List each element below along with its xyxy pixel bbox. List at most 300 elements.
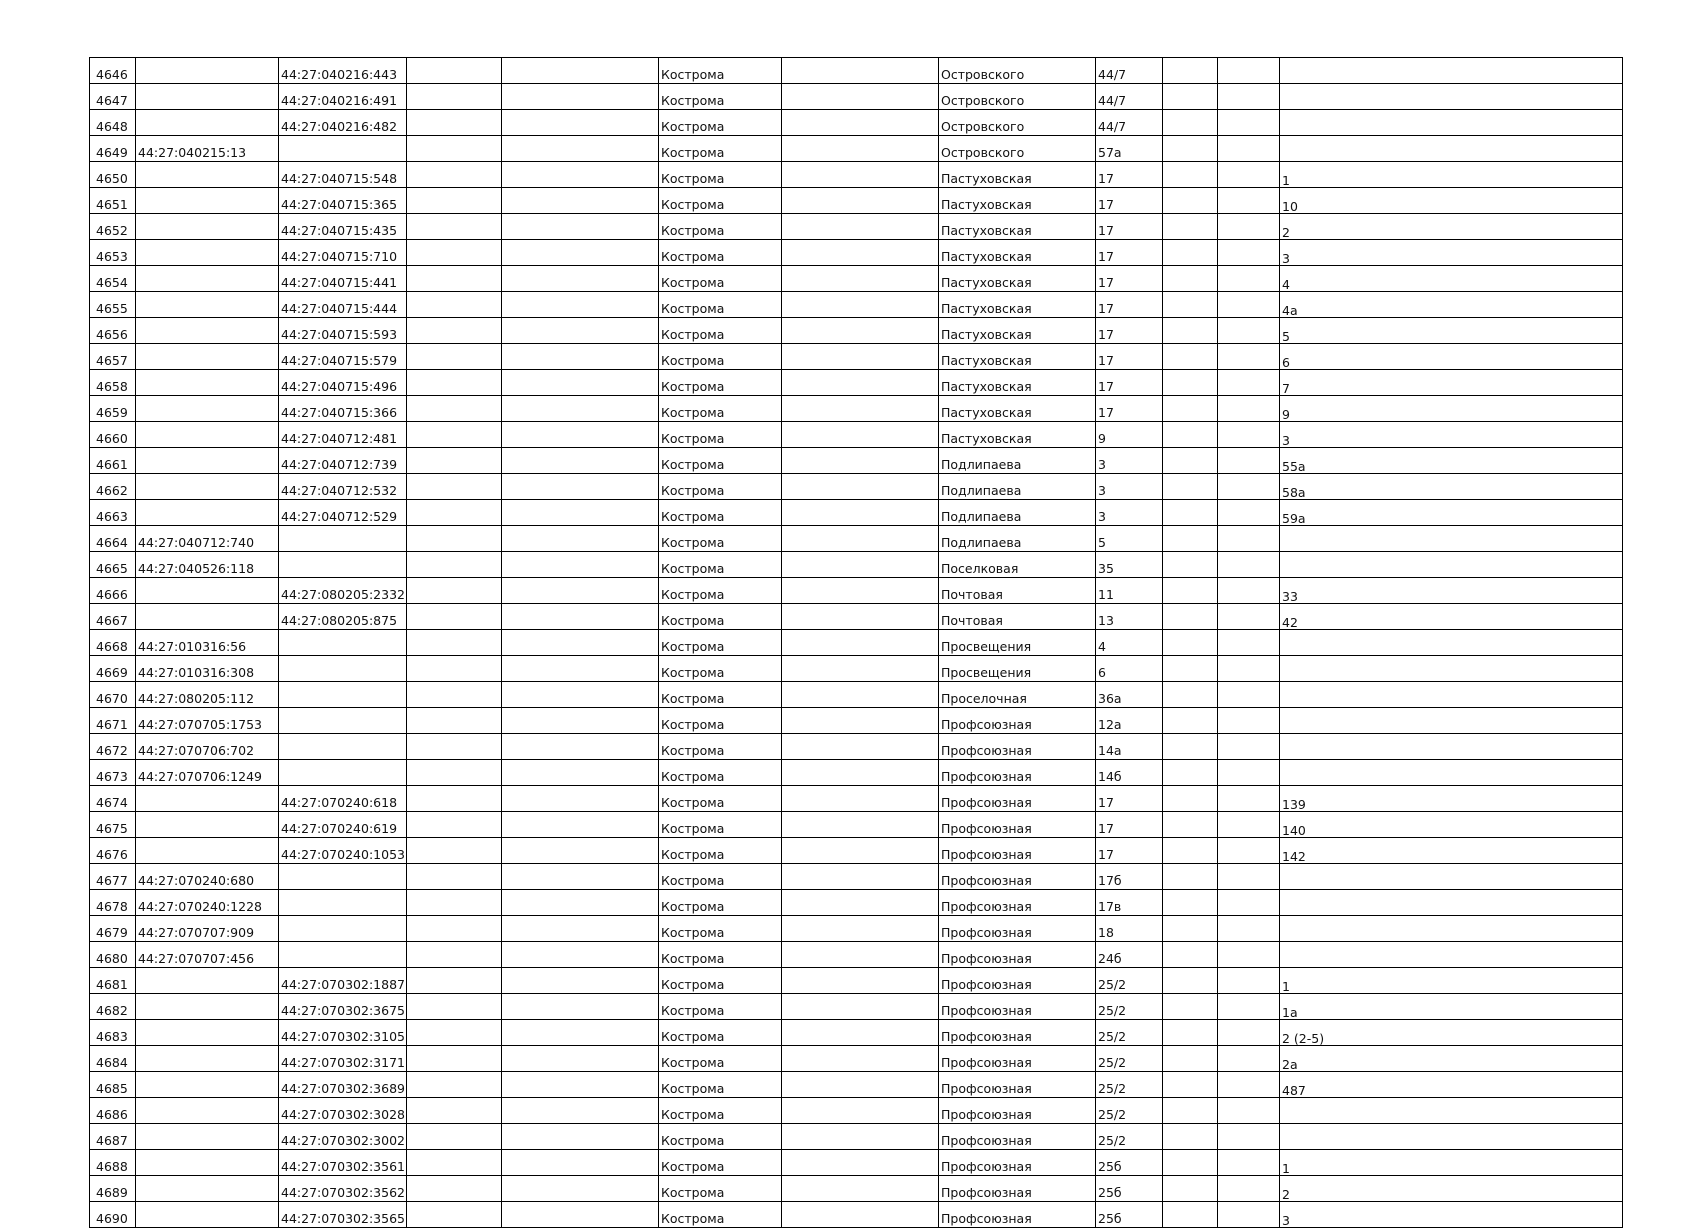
blank-cell-e (1218, 890, 1280, 916)
table-row (90, 1124, 1623, 1150)
cadastral-land-cell (136, 84, 279, 110)
blank-cell-d (1163, 162, 1218, 188)
cadastral-premises-cell: 44:27:040216:491 (279, 84, 407, 110)
blank-cell-e (1218, 162, 1280, 188)
city-cell: Кострома (659, 890, 782, 916)
cadastral-premises-cell (279, 760, 407, 786)
blank-cell-b (502, 422, 659, 448)
blank-cell-c (782, 266, 939, 292)
row-number-cell: 4653 (90, 240, 136, 266)
blank-cell-e (1218, 84, 1280, 110)
cadastral-land-cell (136, 292, 279, 318)
blank-cell-c (782, 1072, 939, 1098)
blank-cell-a (407, 734, 502, 760)
blank-cell-d (1163, 786, 1218, 812)
blank-cell-d (1163, 682, 1218, 708)
table-row (90, 786, 1623, 812)
blank-cell-e (1218, 370, 1280, 396)
blank-cell-b (502, 474, 659, 500)
house-cell: 3 (1096, 474, 1163, 500)
table-row (90, 838, 1623, 864)
blank-cell-e (1218, 474, 1280, 500)
row-number-cell: 4678 (90, 890, 136, 916)
cadastral-land-cell: 44:27:040526:118 (136, 552, 279, 578)
blank-cell-a (407, 916, 502, 942)
blank-cell-a (407, 84, 502, 110)
cadastral-land-cell (136, 1150, 279, 1176)
blank-cell-c (782, 734, 939, 760)
blank-cell-d (1163, 1020, 1218, 1046)
street-cell: Профсоюзная (939, 1046, 1096, 1072)
blank-cell-c (782, 812, 939, 838)
table-row (90, 84, 1623, 110)
house-cell: 25/2 (1096, 1124, 1163, 1150)
blank-cell-b (502, 916, 659, 942)
table-row (90, 1046, 1623, 1072)
table-row (90, 110, 1623, 136)
house-cell: 17 (1096, 786, 1163, 812)
cadastral-premises-cell: 44:27:040715:444 (279, 292, 407, 318)
blank-cell-a (407, 1098, 502, 1124)
blank-cell-c (782, 682, 939, 708)
street-cell: Островского (939, 110, 1096, 136)
row-number-cell: 4668 (90, 630, 136, 656)
blank-cell-d (1163, 240, 1218, 266)
blank-cell-a (407, 58, 502, 84)
cadastral-land-cell (136, 578, 279, 604)
blank-cell-a (407, 1046, 502, 1072)
blank-cell-e (1218, 578, 1280, 604)
house-cell: 9 (1096, 422, 1163, 448)
row-number-cell: 4674 (90, 786, 136, 812)
street-cell: Просвещения (939, 630, 1096, 656)
city-cell: Кострома (659, 1098, 782, 1124)
cadastral-premises-cell (279, 526, 407, 552)
cadastral-premises-cell: 44:27:070302:3675 (279, 994, 407, 1020)
apartment-cell: 3 (1280, 240, 1623, 266)
house-cell: 17 (1096, 266, 1163, 292)
blank-cell-c (782, 942, 939, 968)
blank-cell-a (407, 1202, 502, 1228)
blank-cell-d (1163, 188, 1218, 214)
house-cell: 17 (1096, 344, 1163, 370)
apartment-cell: 33 (1280, 578, 1623, 604)
row-number-cell: 4683 (90, 1020, 136, 1046)
blank-cell-e (1218, 1176, 1280, 1202)
blank-cell-c (782, 500, 939, 526)
blank-cell-e (1218, 422, 1280, 448)
blank-cell-b (502, 1072, 659, 1098)
street-cell: Просвещения (939, 656, 1096, 682)
street-cell: Профсоюзная (939, 1202, 1096, 1228)
city-cell: Кострома (659, 110, 782, 136)
table-row (90, 578, 1623, 604)
apartment-cell: 3 (1280, 422, 1623, 448)
blank-cell-b (502, 864, 659, 890)
row-number-cell: 4669 (90, 656, 136, 682)
blank-cell-b (502, 734, 659, 760)
blank-cell-e (1218, 1046, 1280, 1072)
cadastral-premises-cell (279, 916, 407, 942)
blank-cell-e (1218, 812, 1280, 838)
blank-cell-b (502, 58, 659, 84)
blank-cell-c (782, 760, 939, 786)
blank-cell-b (502, 1046, 659, 1072)
blank-cell-e (1218, 240, 1280, 266)
cadastral-premises-cell: 44:27:080205:2332 (279, 578, 407, 604)
blank-cell-e (1218, 760, 1280, 786)
cadastral-premises-cell (279, 708, 407, 734)
blank-cell-c (782, 630, 939, 656)
cadastral-land-cell (136, 812, 279, 838)
cadastral-premises-cell (279, 942, 407, 968)
cadastral-premises-cell: 44:27:040715:435 (279, 214, 407, 240)
blank-cell-a (407, 474, 502, 500)
house-cell: 25б (1096, 1150, 1163, 1176)
blank-cell-a (407, 682, 502, 708)
blank-cell-e (1218, 864, 1280, 890)
blank-cell-d (1163, 656, 1218, 682)
row-number-cell: 4671 (90, 708, 136, 734)
house-cell: 4 (1096, 630, 1163, 656)
house-cell: 57а (1096, 136, 1163, 162)
blank-cell-c (782, 526, 939, 552)
city-cell: Кострома (659, 812, 782, 838)
city-cell: Кострома (659, 630, 782, 656)
blank-cell-b (502, 162, 659, 188)
apartment-cell: 2 (1280, 1176, 1623, 1202)
city-cell: Кострома (659, 942, 782, 968)
cadastral-premises-cell (279, 656, 407, 682)
blank-cell-d (1163, 370, 1218, 396)
blank-cell-b (502, 318, 659, 344)
blank-cell-d (1163, 292, 1218, 318)
blank-cell-c (782, 864, 939, 890)
blank-cell-c (782, 994, 939, 1020)
apartment-cell: 1 (1280, 162, 1623, 188)
street-cell: Профсоюзная (939, 786, 1096, 812)
house-cell: 17 (1096, 318, 1163, 344)
house-cell: 6 (1096, 656, 1163, 682)
blank-cell-b (502, 396, 659, 422)
blank-cell-d (1163, 1098, 1218, 1124)
blank-cell-b (502, 292, 659, 318)
house-cell: 25/2 (1096, 1020, 1163, 1046)
blank-cell-a (407, 318, 502, 344)
city-cell: Кострома (659, 266, 782, 292)
house-cell: 17 (1096, 812, 1163, 838)
blank-cell-b (502, 630, 659, 656)
blank-cell-a (407, 526, 502, 552)
blank-cell-a (407, 292, 502, 318)
apartment-cell (1280, 110, 1623, 136)
table-row (90, 1020, 1623, 1046)
blank-cell-d (1163, 526, 1218, 552)
blank-cell-b (502, 942, 659, 968)
cadastral-land-cell (136, 1046, 279, 1072)
table-row (90, 552, 1623, 578)
city-cell: Кострома (659, 318, 782, 344)
apartment-cell: 1 (1280, 1150, 1623, 1176)
blank-cell-d (1163, 552, 1218, 578)
apartment-cell: 55а (1280, 448, 1623, 474)
street-cell: Профсоюзная (939, 994, 1096, 1020)
cadastral-land-cell (136, 1202, 279, 1228)
blank-cell-c (782, 448, 939, 474)
street-cell: Пастуховская (939, 318, 1096, 344)
blank-cell-e (1218, 214, 1280, 240)
cadastral-premises-cell: 44:27:070302:3105 (279, 1020, 407, 1046)
street-cell: Профсоюзная (939, 1176, 1096, 1202)
street-cell: Пастуховская (939, 396, 1096, 422)
blank-cell-b (502, 526, 659, 552)
apartment-cell: 5 (1280, 318, 1623, 344)
blank-cell-d (1163, 1046, 1218, 1072)
city-cell: Кострома (659, 864, 782, 890)
blank-cell-a (407, 1124, 502, 1150)
cadastral-land-cell (136, 474, 279, 500)
apartment-cell: 2 (1280, 214, 1623, 240)
blank-cell-d (1163, 994, 1218, 1020)
apartment-cell: 4 (1280, 266, 1623, 292)
row-number-cell: 4676 (90, 838, 136, 864)
cadastral-premises-cell (279, 864, 407, 890)
street-cell: Подлипаева (939, 500, 1096, 526)
row-number-cell: 4672 (90, 734, 136, 760)
cadastral-land-cell (136, 396, 279, 422)
apartment-cell (1280, 552, 1623, 578)
cadastral-land-cell: 44:27:070706:702 (136, 734, 279, 760)
blank-cell-d (1163, 110, 1218, 136)
table-row (90, 1176, 1623, 1202)
cadastral-land-cell: 44:27:040712:740 (136, 526, 279, 552)
cadastral-premises-cell: 44:27:070240:619 (279, 812, 407, 838)
city-cell: Кострома (659, 396, 782, 422)
table-row (90, 656, 1623, 682)
apartment-cell: 42 (1280, 604, 1623, 630)
row-number-cell: 4651 (90, 188, 136, 214)
blank-cell-e (1218, 1150, 1280, 1176)
row-number-cell: 4667 (90, 604, 136, 630)
blank-cell-a (407, 214, 502, 240)
blank-cell-b (502, 994, 659, 1020)
cadastral-premises-cell: 44:27:070302:3562 (279, 1176, 407, 1202)
street-cell: Профсоюзная (939, 708, 1096, 734)
blank-cell-e (1218, 604, 1280, 630)
table-row (90, 812, 1623, 838)
street-cell: Профсоюзная (939, 916, 1096, 942)
house-cell: 25/2 (1096, 1098, 1163, 1124)
cadastral-land-cell (136, 188, 279, 214)
table-row (90, 1098, 1623, 1124)
cadastral-land-cell: 44:27:040215:13 (136, 136, 279, 162)
street-cell: Подлипаева (939, 526, 1096, 552)
blank-cell-b (502, 578, 659, 604)
apartment-cell (1280, 708, 1623, 734)
blank-cell-b (502, 370, 659, 396)
cadastral-premises-cell: 44:27:040715:496 (279, 370, 407, 396)
row-number-cell: 4657 (90, 344, 136, 370)
blank-cell-d (1163, 318, 1218, 344)
cadastral-land-cell (136, 604, 279, 630)
row-number-cell: 4658 (90, 370, 136, 396)
street-cell: Островского (939, 136, 1096, 162)
blank-cell-d (1163, 890, 1218, 916)
table-row (90, 682, 1623, 708)
apartment-cell (1280, 760, 1623, 786)
registry-table-body (90, 58, 1623, 1228)
blank-cell-d (1163, 578, 1218, 604)
cadastral-land-cell (136, 1020, 279, 1046)
cadastral-premises-cell: 44:27:040715:366 (279, 396, 407, 422)
blank-cell-a (407, 136, 502, 162)
blank-cell-d (1163, 604, 1218, 630)
row-number-cell: 4665 (90, 552, 136, 578)
street-cell: Пастуховская (939, 188, 1096, 214)
row-number-cell: 4687 (90, 1124, 136, 1150)
blank-cell-e (1218, 552, 1280, 578)
cadastral-premises-cell: 44:27:040712:481 (279, 422, 407, 448)
row-number-cell: 4670 (90, 682, 136, 708)
city-cell: Кострома (659, 1072, 782, 1098)
blank-cell-d (1163, 214, 1218, 240)
blank-cell-c (782, 214, 939, 240)
row-number-cell: 4647 (90, 84, 136, 110)
apartment-cell (1280, 890, 1623, 916)
blank-cell-c (782, 110, 939, 136)
street-cell: Пастуховская (939, 344, 1096, 370)
apartment-cell (1280, 58, 1623, 84)
row-number-cell: 4661 (90, 448, 136, 474)
blank-cell-a (407, 110, 502, 136)
blank-cell-a (407, 604, 502, 630)
blank-cell-d (1163, 396, 1218, 422)
table-row (90, 214, 1623, 240)
blank-cell-d (1163, 708, 1218, 734)
house-cell: 25/2 (1096, 968, 1163, 994)
table-row (90, 968, 1623, 994)
cadastral-premises-cell: 44:27:040216:482 (279, 110, 407, 136)
row-number-cell: 4679 (90, 916, 136, 942)
blank-cell-d (1163, 1150, 1218, 1176)
blank-cell-d (1163, 1176, 1218, 1202)
city-cell: Кострома (659, 344, 782, 370)
blank-cell-e (1218, 500, 1280, 526)
table-row (90, 240, 1623, 266)
house-cell: 35 (1096, 552, 1163, 578)
blank-cell-a (407, 1176, 502, 1202)
blank-cell-c (782, 890, 939, 916)
cadastral-land-cell: 44:27:070707:456 (136, 942, 279, 968)
apartment-cell: 142 (1280, 838, 1623, 864)
blank-cell-a (407, 370, 502, 396)
blank-cell-c (782, 188, 939, 214)
blank-cell-c (782, 292, 939, 318)
street-cell: Пастуховская (939, 162, 1096, 188)
blank-cell-b (502, 1020, 659, 1046)
city-cell: Кострома (659, 474, 782, 500)
cadastral-premises-cell: 44:27:070302:3565 (279, 1202, 407, 1228)
street-cell: Пастуховская (939, 292, 1096, 318)
apartment-cell: 140 (1280, 812, 1623, 838)
row-number-cell: 4655 (90, 292, 136, 318)
apartment-cell (1280, 84, 1623, 110)
city-cell: Кострома (659, 916, 782, 942)
city-cell: Кострома (659, 708, 782, 734)
apartment-cell (1280, 734, 1623, 760)
blank-cell-a (407, 838, 502, 864)
blank-cell-a (407, 552, 502, 578)
blank-cell-b (502, 760, 659, 786)
blank-cell-b (502, 656, 659, 682)
house-cell: 44/7 (1096, 110, 1163, 136)
blank-cell-e (1218, 994, 1280, 1020)
apartment-cell (1280, 630, 1623, 656)
apartment-cell: 1а (1280, 994, 1623, 1020)
apartment-cell: 487 (1280, 1072, 1623, 1098)
street-cell: Подлипаева (939, 474, 1096, 500)
blank-cell-b (502, 968, 659, 994)
city-cell: Кострома (659, 604, 782, 630)
house-cell: 25/2 (1096, 994, 1163, 1020)
apartment-cell: 139 (1280, 786, 1623, 812)
apartment-cell: 9 (1280, 396, 1623, 422)
blank-cell-d (1163, 500, 1218, 526)
blank-cell-c (782, 370, 939, 396)
apartment-cell (1280, 682, 1623, 708)
blank-cell-d (1163, 58, 1218, 84)
blank-cell-b (502, 890, 659, 916)
blank-cell-e (1218, 526, 1280, 552)
apartment-cell: 6 (1280, 344, 1623, 370)
row-number-cell: 4689 (90, 1176, 136, 1202)
table-row (90, 292, 1623, 318)
blank-cell-d (1163, 1124, 1218, 1150)
blank-cell-a (407, 812, 502, 838)
row-number-cell: 4681 (90, 968, 136, 994)
row-number-cell: 4664 (90, 526, 136, 552)
blank-cell-c (782, 344, 939, 370)
city-cell: Кострома (659, 760, 782, 786)
blank-cell-e (1218, 1202, 1280, 1228)
blank-cell-d (1163, 136, 1218, 162)
row-number-cell: 4666 (90, 578, 136, 604)
blank-cell-c (782, 656, 939, 682)
row-number-cell: 4673 (90, 760, 136, 786)
cadastral-land-cell: 44:27:070705:1753 (136, 708, 279, 734)
blank-cell-e (1218, 942, 1280, 968)
blank-cell-b (502, 1202, 659, 1228)
blank-cell-c (782, 422, 939, 448)
table-row (90, 994, 1623, 1020)
blank-cell-b (502, 84, 659, 110)
blank-cell-b (502, 838, 659, 864)
table-row (90, 1202, 1623, 1228)
apartment-cell (1280, 864, 1623, 890)
apartment-cell (1280, 1124, 1623, 1150)
cadastral-land-cell (136, 1176, 279, 1202)
city-cell: Кострома (659, 500, 782, 526)
cadastral-land-cell (136, 422, 279, 448)
city-cell: Кострома (659, 1046, 782, 1072)
blank-cell-c (782, 604, 939, 630)
row-number-cell: 4659 (90, 396, 136, 422)
street-cell: Профсоюзная (939, 890, 1096, 916)
blank-cell-e (1218, 1072, 1280, 1098)
street-cell: Профсоюзная (939, 1072, 1096, 1098)
house-cell: 18 (1096, 916, 1163, 942)
blank-cell-d (1163, 942, 1218, 968)
